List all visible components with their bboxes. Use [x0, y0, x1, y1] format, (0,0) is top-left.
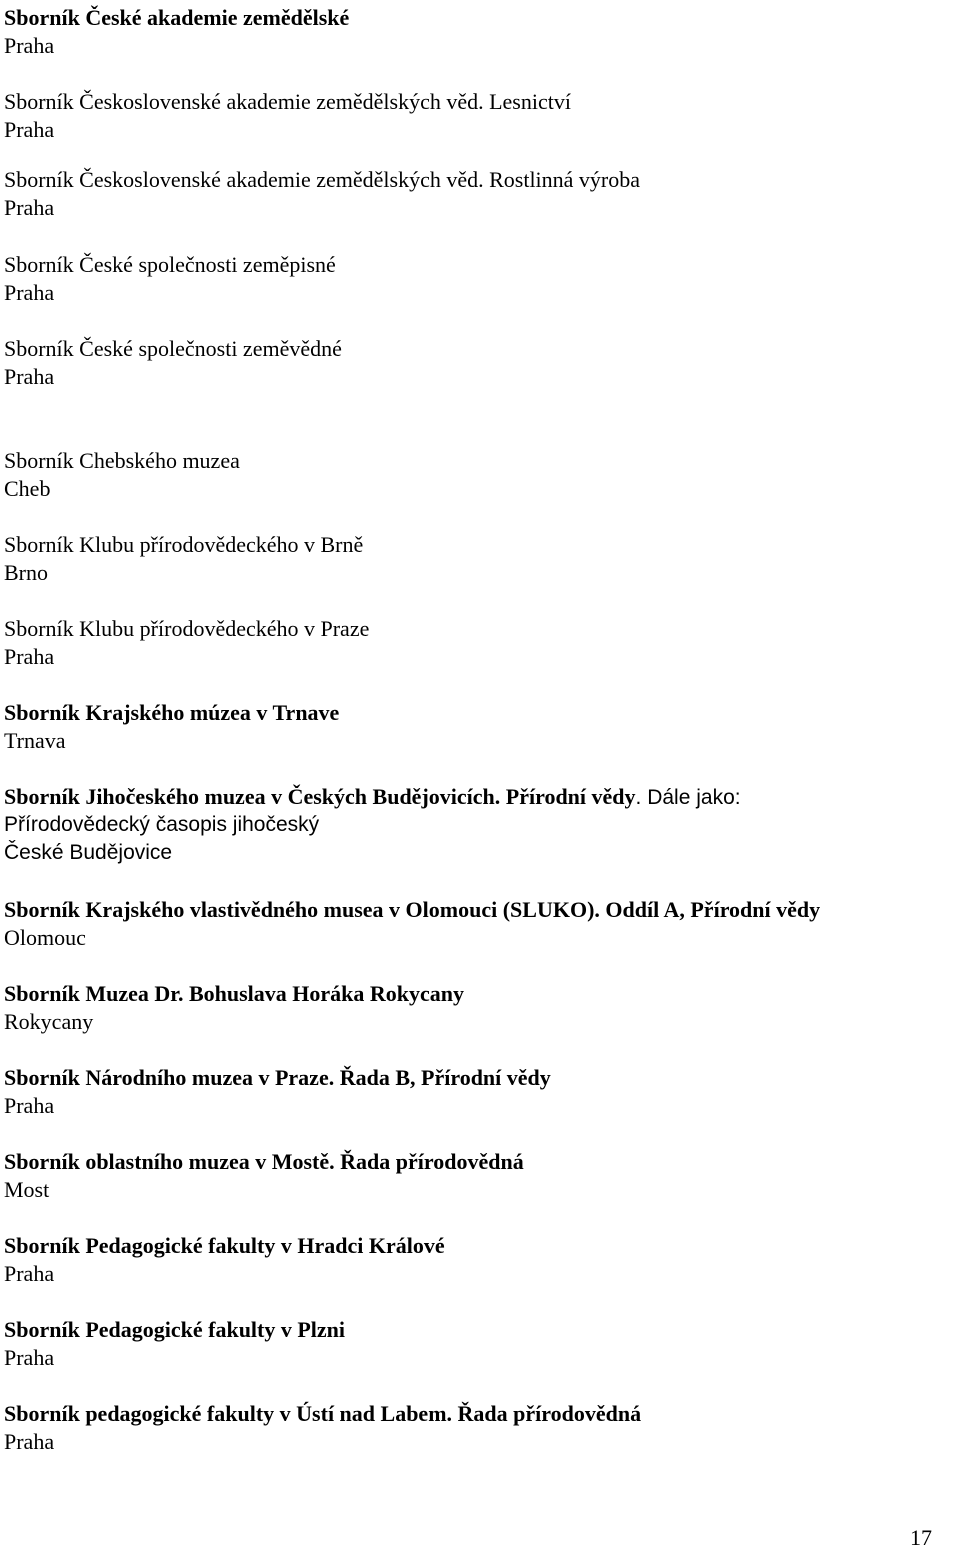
catalog-entry: [4, 335, 342, 391]
catalog-entry: [4, 615, 369, 671]
entry-place: Praha: [4, 195, 55, 220]
entry-title: Sborník Chebského muzea: [4, 448, 240, 473]
entry-place: České Budějovice: [4, 841, 173, 864]
entry-title: Sborník Krajského múzea v Trnave: [4, 700, 340, 725]
entry-place: Praha: [4, 117, 55, 142]
catalog-entry: [4, 4, 349, 60]
catalog-entry: [4, 531, 363, 587]
entry-title: Sborník Československé akademie zemědělských věd. Lesnictví: [4, 89, 571, 114]
entry-title: Sborník České společnosti zeměvědné: [4, 336, 342, 361]
entry-title: Sborník pedagogické fakulty v Ústí nad Labem. Řada přírodovědná: [4, 1401, 642, 1426]
entry-title: Sborník České akademie zemědělské: [4, 5, 350, 30]
entry-note: . Dále jako:: [635, 786, 741, 809]
entry-title: Sborník oblastního muzea v Mostě. Řada přírodovědná: [4, 1149, 524, 1174]
entry-place: Most: [4, 1177, 50, 1202]
catalog-entry: [4, 980, 464, 1036]
catalog-entry: [4, 447, 240, 503]
entry-alt-title: Přírodovědecký časopis jihočeský: [4, 813, 320, 836]
entry-place: Praha: [4, 1429, 55, 1454]
catalog-entry: [4, 88, 571, 144]
entry-place: Praha: [4, 1093, 55, 1118]
entry-title: Sborník Jihočeského muzea v Českých Budějovicích. Přírodní vědy: [4, 784, 636, 809]
entry-place: Praha: [4, 1345, 55, 1370]
catalog-entry: [4, 166, 640, 222]
entry-title: Sborník Československé akademie zemědělských věd. Rostlinná výroba: [4, 167, 641, 192]
entry-title: Sborník Klubu přírodovědeckého v Brně: [4, 532, 364, 557]
catalog-entry: [4, 1148, 524, 1204]
catalog-entry: [4, 699, 339, 755]
entry-title: Sborník Krajského vlastivědného musea v Olomouci (SLUKO). Oddíl A, Přírodní vědy: [4, 897, 821, 922]
entry-title: Sborník České společnosti zeměpisné: [4, 252, 336, 277]
catalog-entry: [4, 1064, 551, 1120]
entry-place: Praha: [4, 644, 55, 669]
catalog-entry: [4, 1400, 641, 1456]
entry-place: Praha: [4, 280, 55, 305]
entry-title: Sborník Národního muzea v Praze. Řada B, Přírodní vědy: [4, 1065, 551, 1090]
catalog-entry: [4, 1232, 445, 1288]
entry-title: Sborník Pedagogické fakulty v Plzni: [4, 1317, 346, 1342]
catalog-entry: [4, 896, 820, 952]
entry-title: Sborník Pedagogické fakulty v Hradci Králové: [4, 1233, 445, 1258]
catalog-entry: [4, 783, 741, 867]
entry-place: Praha: [4, 33, 55, 58]
catalog-entry: [4, 251, 336, 307]
entry-title: Sborník Klubu přírodovědeckého v Praze: [4, 616, 370, 641]
entry-place: Olomouc: [4, 925, 86, 950]
entry-title: Sborník Muzea Dr. Bohuslava Horáka Rokycany: [4, 981, 465, 1006]
entry-place: Praha: [4, 364, 55, 389]
entry-place: Brno: [4, 560, 48, 585]
catalog-entry: [4, 1316, 345, 1372]
entry-place: Cheb: [4, 476, 51, 501]
entry-place: Rokycany: [4, 1009, 94, 1034]
entry-place: Praha: [4, 1261, 55, 1286]
entry-place: Trnava: [4, 728, 66, 753]
page-number: 17: [910, 1525, 932, 1550]
